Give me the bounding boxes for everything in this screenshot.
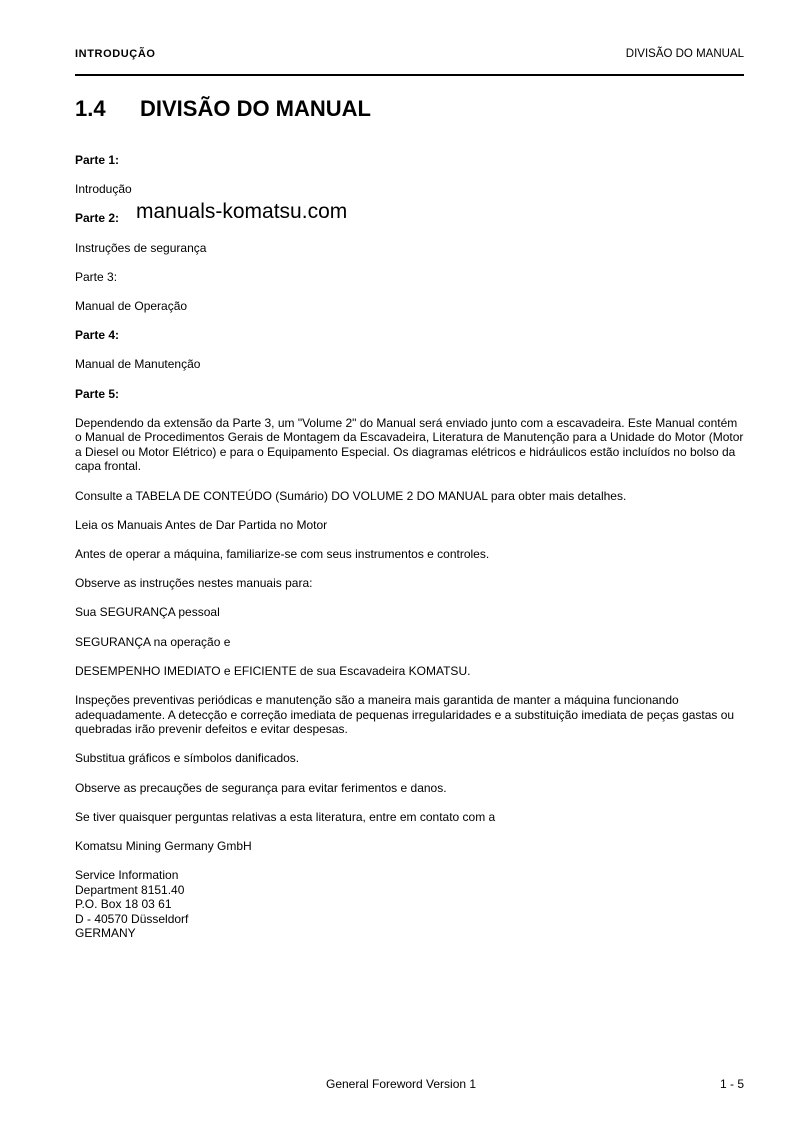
parte4-label: Parte 4: [75,328,120,343]
parte2-text: Instruções de segurança [75,240,207,255]
parte4-text: Manual de Manutenção [75,357,201,372]
address-line: Service Information [75,868,179,883]
footer-page-number: 1 - 5 [719,1077,744,1091]
parte1-text: Introdução [75,182,132,197]
company-name: Komatsu Mining Germany GmbH [75,838,252,853]
address-line: Department 8151.40 [75,882,185,897]
section-title: DIVISÃO DO MANUAL [140,96,371,121]
document-body [75,153,744,941]
parte5-label: Parte 5: [75,386,120,401]
paragraph-volume2: Dependendo da extensão da Parte 3, um "Volume 2" do Manual será enviado junto com a escavadeira. Este Manual contém o Manual de Procedimentos Gerais de Montagem da Escavadeira, Literatura de Manutenção para a Unidade do Motor (Motor a Diesel ou Motor Elétrico) e para o Equipamento Especial. Os diagramas elétricos e hidráulicos estão incluídos no bolso da capa frontal. [75,415,744,474]
paragraph-consulte: Consulte a TABELA DE CONTEÚDO (Sumário) DO VOLUME 2 DO MANUAL para obter mais detalhes. [75,488,627,503]
address-block [75,868,744,941]
header-title: DIVISÃO DO MANUAL [625,48,744,60]
parte1-label: Parte 1: [75,153,120,167]
paragraph-inspecoes: Inspeções preventivas periódicas e manutenção são a maneira mais garantida de manter a máquina funcionando adequadamente. A detecção e correção imediata de pequenas irregularidades e a substituição imediata de peças gastas ou quebradas irão prevenir defeitos e evitar despesas. [75,692,735,737]
parte3-text: Manual de Operação [75,298,188,313]
parte3-label: Parte 3: [75,269,118,284]
paragraph-desempenho: DESEMPENHO IMEDIATO e EFICIENTE de sua Escavadeira KOMATSU. [75,663,471,678]
address-line: D - 40570 Düsseldorf [75,911,189,926]
paragraph-antes: Antes de operar a máquina, familiarize-se com seus instrumentos e controles. [75,547,490,562]
paragraph-perguntas: Se tiver quaisquer perguntas relativas a esta literatura, entre em contato com a [75,809,496,824]
watermark-text: manuals-komatsu.com [136,200,348,223]
header-section: INTRODUÇÃO [75,48,156,60]
paragraph-sua-seguranca: Sua SEGURANÇA pessoal [75,605,220,620]
address-line: GERMANY [75,926,136,941]
paragraph-substitua: Substitua gráficos e símbolos danificados. [75,751,300,766]
footer-document-title: General Foreword Version 1 [326,1077,477,1091]
paragraph-seguranca-operacao: SEGURANÇA na operação e [75,634,231,649]
paragraph-precaucoes: Observe as precauções de segurança para evitar ferimentos e danos. [75,780,447,795]
parte2-label: Parte 2: [75,211,120,226]
paragraph-leia: Leia os Manuais Antes de Dar Partida no Motor [75,517,328,532]
address-line: P.O. Box 18 03 61 [75,897,172,912]
paragraph-observe: Observe as instruções nestes manuais para: [75,576,313,591]
section-heading [75,96,371,122]
header-divider [75,74,744,76]
section-number: 1.4 [75,96,106,121]
